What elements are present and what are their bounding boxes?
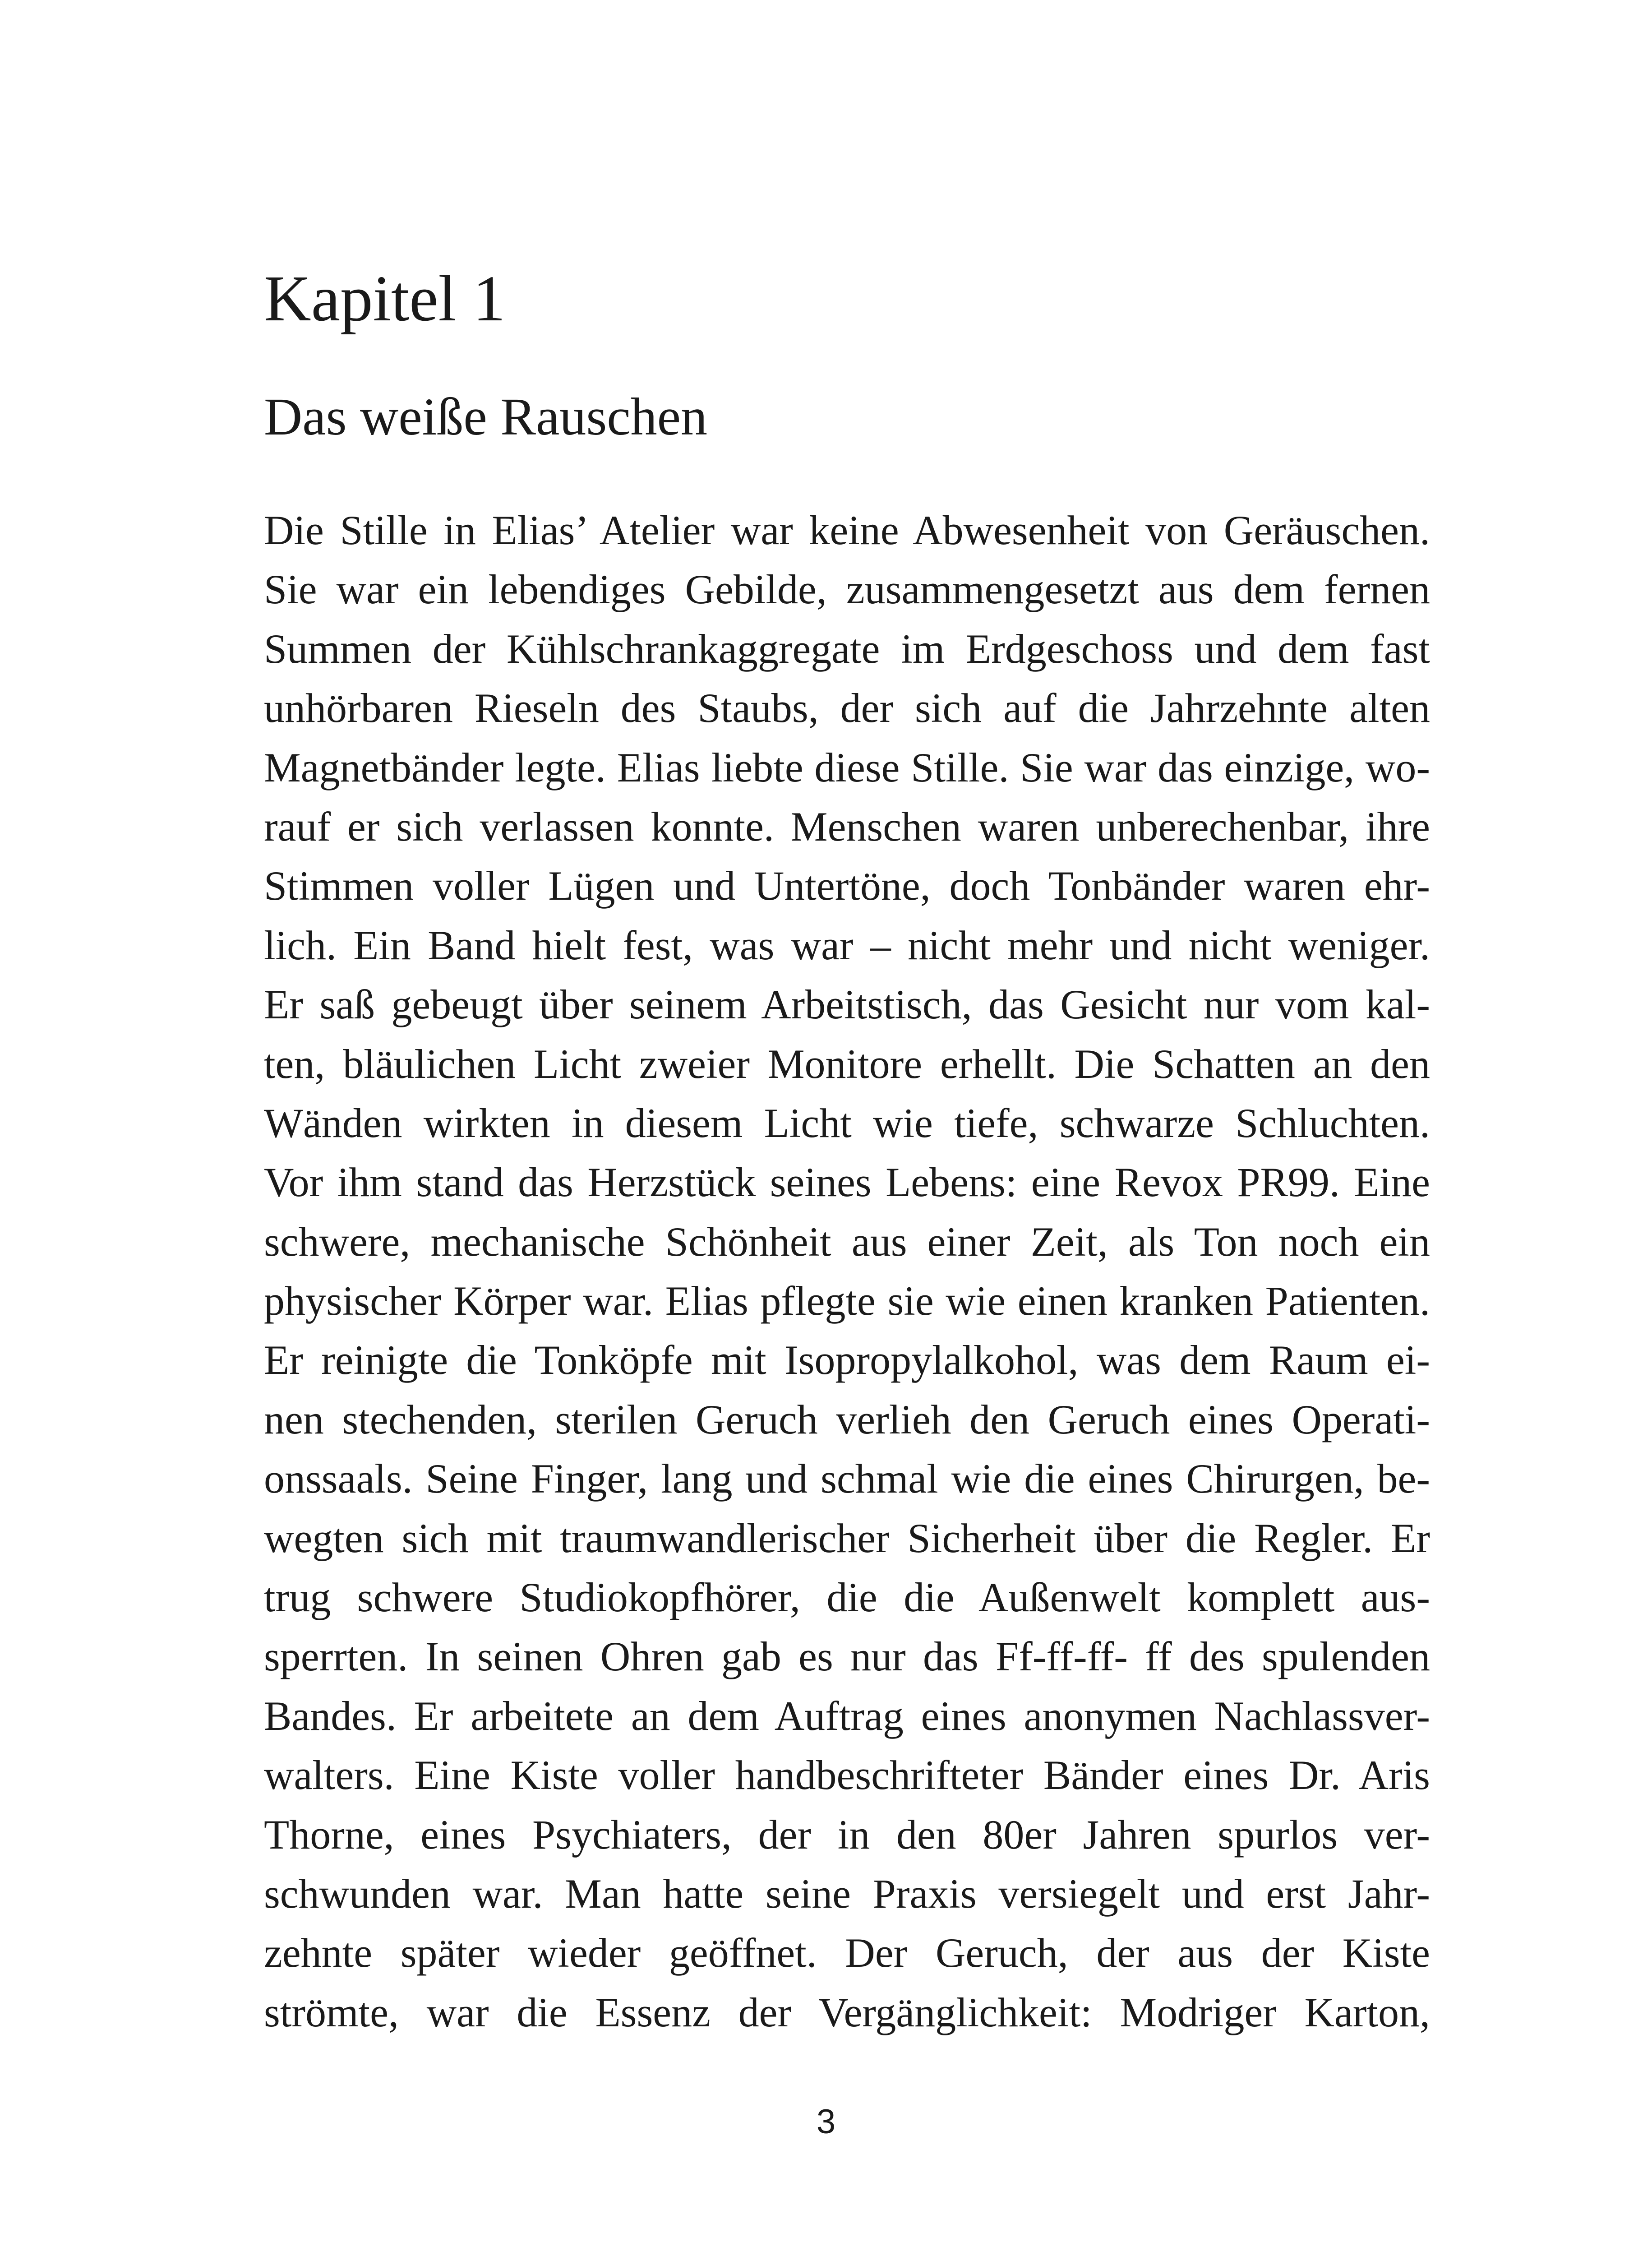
text-line: Wänden wirkten in diesem Licht wie tiefe, schwarze Schluchten. [264,1100,1430,1146]
chapter-title: Das weiße Rauschen [264,387,708,446]
page-number: 3 [816,2103,836,2141]
text-line: Vor ihm stand das Herzstück seines Lebens: eine Revox PR99. Eine [264,1159,1430,1206]
text-line: Sie war ein lebendiges Gebilde, zusammengesetzt aus dem fernen [264,566,1430,613]
body-text [264,501,1430,2042]
text-line: Summen der Kühlschrankaggregate im Erdgeschoss und dem fast [264,625,1430,672]
text-line: schwunden war. Man hatte seine Praxis versiegelt und erst Jahr- [264,1870,1430,1917]
text-line: Stimmen voller Lügen und Untertöne, doch Tonbänder waren ehr- [264,863,1430,909]
text-line: sperrten. In seinen Ohren gab es nur das Ff-ff-ff- ff des spulenden [264,1633,1430,1680]
text-line: zehnte später wieder geöffnet. Der Geruch, der aus der Kiste [264,1930,1430,1976]
text-line: Thorne, eines Psychiaters, der in den 80er Jahren spurlos ver- [264,1811,1430,1858]
text-line: Bandes. Er arbeitete an dem Auftrag eines anonymen Nachlassver- [264,1692,1430,1739]
text-line: schwere, mechanische Schönheit aus einer Zeit, als Ton noch ein [264,1218,1430,1265]
text-line: trug schwere Studiokopfhörer, die die Außenwelt komplett aus- [264,1574,1430,1621]
text-line: Er saß gebeugt über seinem Arbeitstisch, das Gesicht nur vom kal- [264,981,1430,1028]
text-line: rauf er sich verlassen konnte. Menschen waren unberechenbar, ihre [264,803,1430,850]
text-line: strömte, war die Essenz der Vergänglichkeit: Modriger Karton, [264,1989,1430,2035]
text-line: Magnetbänder legte. Elias liebte diese Stille. Sie war das einzige, wo- [264,744,1430,791]
text-line: walters. Eine Kiste voller handbeschrifteter Bänder eines Dr. Aris [264,1752,1430,1798]
text-line: nen stechenden, sterilen Geruch verlieh den Geruch eines Operati- [264,1396,1430,1442]
text-line: Die Stille in Elias’ Atelier war keine Abwesenheit von Geräuschen. [264,507,1430,553]
text-line: unhörbaren Rieseln des Staubs, der sich auf die Jahrzehnte alten [264,685,1430,731]
text-line: lich. Ein Band hielt fest, was war – nicht mehr und nicht weniger. [264,922,1430,968]
text-line: wegten sich mit traumwandlerischer Sicherheit über die Regler. Er [264,1515,1430,1561]
chapter-number: Kapitel 1 [264,263,506,335]
text-line: physischer Körper war. Elias pflegte sie wie einen kranken Patienten. [264,1278,1430,1324]
text-line: onssaals. Seine Finger, lang und schmal wie die eines Chirurgen, be- [264,1456,1430,1502]
text-line: Er reinigte die Tonköpfe mit Isopropylalkohol, was dem Raum ei- [264,1337,1430,1383]
text-line: ten, bläulichen Licht zweier Monitore erhellt. Die Schatten an den [264,1040,1430,1087]
